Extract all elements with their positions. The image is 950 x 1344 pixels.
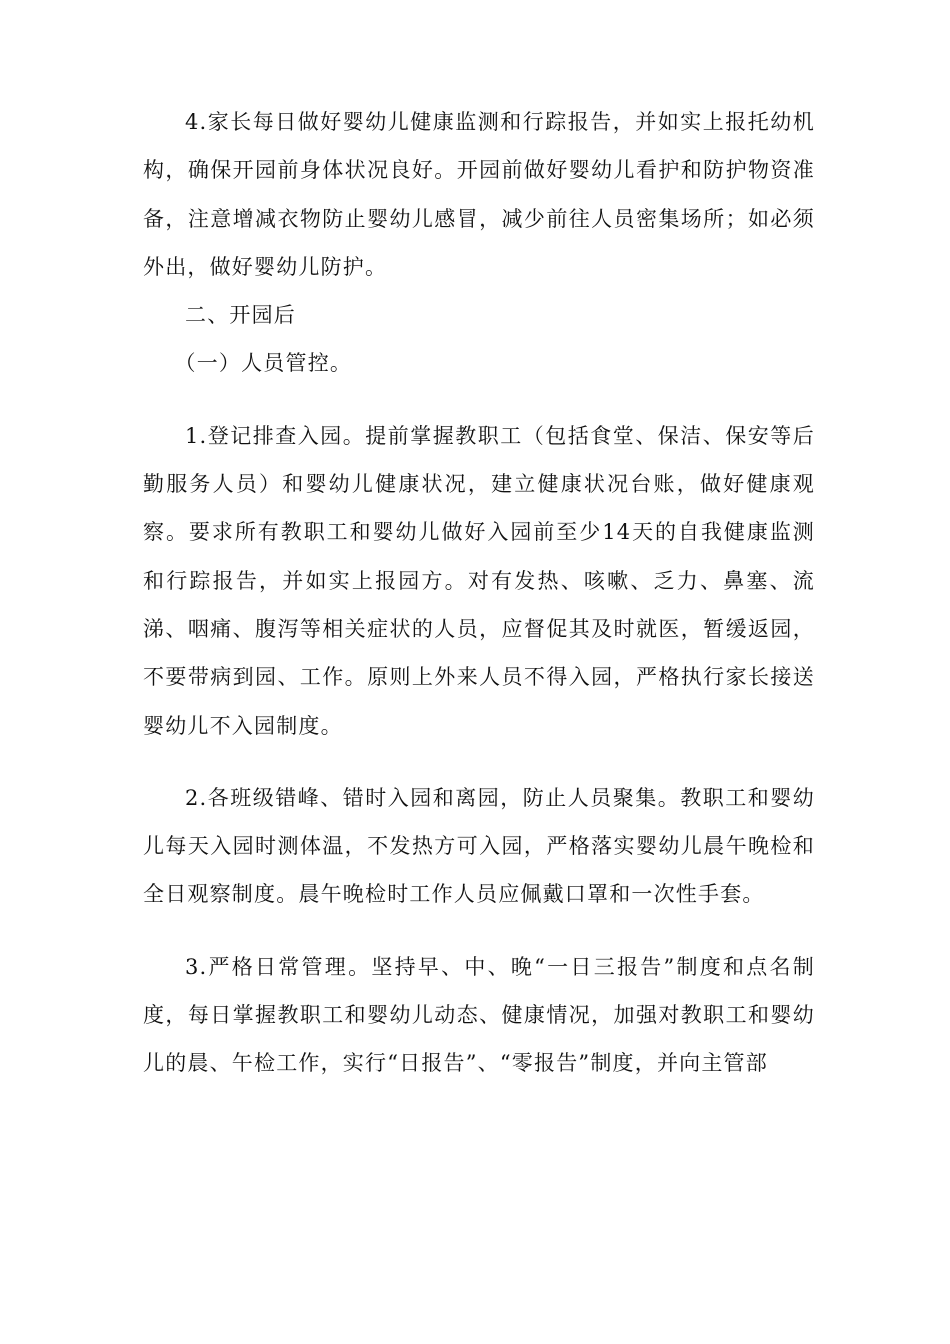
paragraph-item-2: 2.各班级错峰、错时入园和离园，防止人员聚集。教职工和婴幼儿每天入园时测体温，不发热方可入园，严格落实婴幼儿晨午晚检和全日观察制度。晨午晚检时工作人员应佩戴口罩和一次性手套。 [143, 785, 815, 907]
paragraph-item-3: 3.严格日常管理。坚持早、中、晚“一日三报告”制度和点名制度，每日掌握教职工和婴幼儿动态、健康情况，加强对教职工和婴幼儿的晨、午检工作，实行“日报告”、“零报告”制度，并向主管部 [143, 954, 815, 1076]
paragraph-item-1: 1.登记排查入园。提前掌握教职工（包括食堂、保洁、保安等后勤服务人员）和婴幼儿健康状况，建立健康状况台账，做好健康观察。要求所有教职工和婴幼儿做好入园前至少14天的自我健康监测和行踪报告，并如实上报园方。对有发热、咳嗽、乏力、鼻塞、流涕、咽痛、腹泻等相关症状的人员，应督促其及时就医，暂缓返园，不要带病到园、工作。原则上外来人员不得入园，严格执行家长接送婴幼儿不入园制度。 [143, 423, 815, 738]
document-body [143, 98, 815, 1088]
subsection-heading-personnel-control: （一）人员管控。 [174, 351, 353, 376]
section-heading-after-opening: 二、开园后 [185, 303, 296, 328]
paragraph-item-4: 4.家长每日做好婴幼儿健康监测和行踪报告，并如实上报托幼机构，确保开园前身体状况良好。开园前做好婴幼儿看护和防护物资准备，注意增减衣物防止婴幼儿感冒，减少前往人员密集场所；如必须外出，做好婴幼儿防护。 [143, 110, 815, 279]
